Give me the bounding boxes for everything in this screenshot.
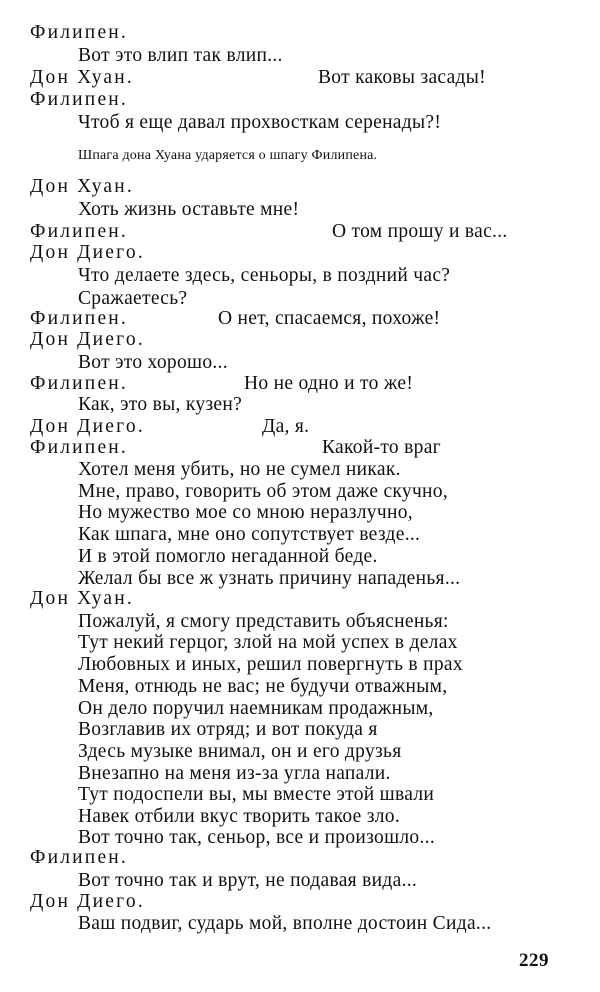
- verse-line: Хотел меня убить, но не сумел никак.: [78, 459, 401, 480]
- verse-line: Тут подоспели вы, мы вместе этой швали: [78, 784, 435, 805]
- verse-line: Внезапно на меня из-за угла напали.: [78, 763, 391, 784]
- speaker-name: Дон Диего.: [30, 329, 145, 350]
- verse-line: Вот каковы засады!: [318, 67, 486, 88]
- speaker-name: Филипен.: [30, 308, 129, 329]
- verse-line: И в этой помогло негаданной беде.: [78, 546, 378, 567]
- verse-line: Он дело поручил наемникам продажным,: [78, 698, 434, 719]
- verse-line: Что делаете здесь, сеньоры, в поздний час?: [78, 265, 451, 286]
- verse-line: Тут некий герцог, злой на мой успех в делах: [78, 632, 458, 653]
- verse-line: Вот точно так и врут, не подавая вида...: [78, 870, 418, 891]
- verse-line: Вот точно так, сеньор, все и произошло...: [78, 827, 435, 848]
- verse-line: Сражаетесь?: [78, 288, 188, 309]
- verse-line: О нет, спасаемся, похоже!: [218, 308, 441, 329]
- speaker-name: Филипен.: [30, 22, 129, 43]
- verse-line: Любовных и иных, решил повергнуть в прах: [78, 654, 463, 675]
- speaker-name: Филипен.: [30, 221, 129, 242]
- verse-line: Чтоб я еще давал прохвосткам серенады?!: [78, 112, 442, 133]
- speaker-name: Дон Диего.: [30, 242, 145, 263]
- verse-line: Хоть жизнь оставьте мне!: [78, 199, 300, 220]
- page-number: 229: [519, 950, 549, 971]
- speaker-name: Дон Хуан.: [30, 67, 134, 88]
- verse-line: Желал бы все ж узнать причину нападенья...: [78, 568, 461, 589]
- verse-line: Возглавив их отряд; и вот покуда я: [78, 719, 378, 740]
- verse-line: Пожалуй, я смогу представить объясненья:: [78, 611, 449, 632]
- speaker-name: Дон Диего.: [30, 891, 145, 912]
- verse-line: Какой-то враг: [322, 437, 441, 458]
- verse-line: О том прошу и вас...: [332, 221, 508, 242]
- speaker-name: Филипен.: [30, 437, 129, 458]
- stage-direction: Шпага дона Хуана ударяется о шпагу Филипена.: [78, 148, 378, 163]
- speaker-name: Дон Хуан.: [30, 588, 134, 609]
- verse-line: Ваш подвиг, сударь мой, вполне достоин Сида...: [78, 913, 492, 934]
- verse-line: Мне, право, говорить об этом даже скучно,: [78, 481, 449, 502]
- verse-line: Вот это хорошо...: [78, 352, 228, 373]
- verse-line: Как, это вы, кузен?: [78, 394, 243, 415]
- speaker-name: Филипен.: [30, 847, 129, 868]
- verse-line: Вот это влип так влип...: [78, 45, 283, 66]
- verse-line: Навек отбили вкус творить такое зло.: [78, 806, 401, 827]
- verse-line: Как шпага, мне оно сопутствует везде...: [78, 524, 421, 545]
- verse-line: Здесь музыке внимал, он и его друзья: [78, 741, 402, 762]
- verse-line: Но не одно и то же!: [244, 373, 414, 394]
- speaker-name: Филипен.: [30, 89, 129, 110]
- speaker-name: Дон Хуан.: [30, 176, 134, 197]
- speaker-name: Филипен.: [30, 373, 129, 394]
- verse-line: Меня, отнюдь не вас; не будучи отважным,: [78, 676, 448, 697]
- verse-line: Да, я.: [262, 416, 310, 437]
- verse-line: Но мужество мое со мною неразлучно,: [78, 502, 413, 523]
- speaker-name: Дон Диего.: [30, 416, 145, 437]
